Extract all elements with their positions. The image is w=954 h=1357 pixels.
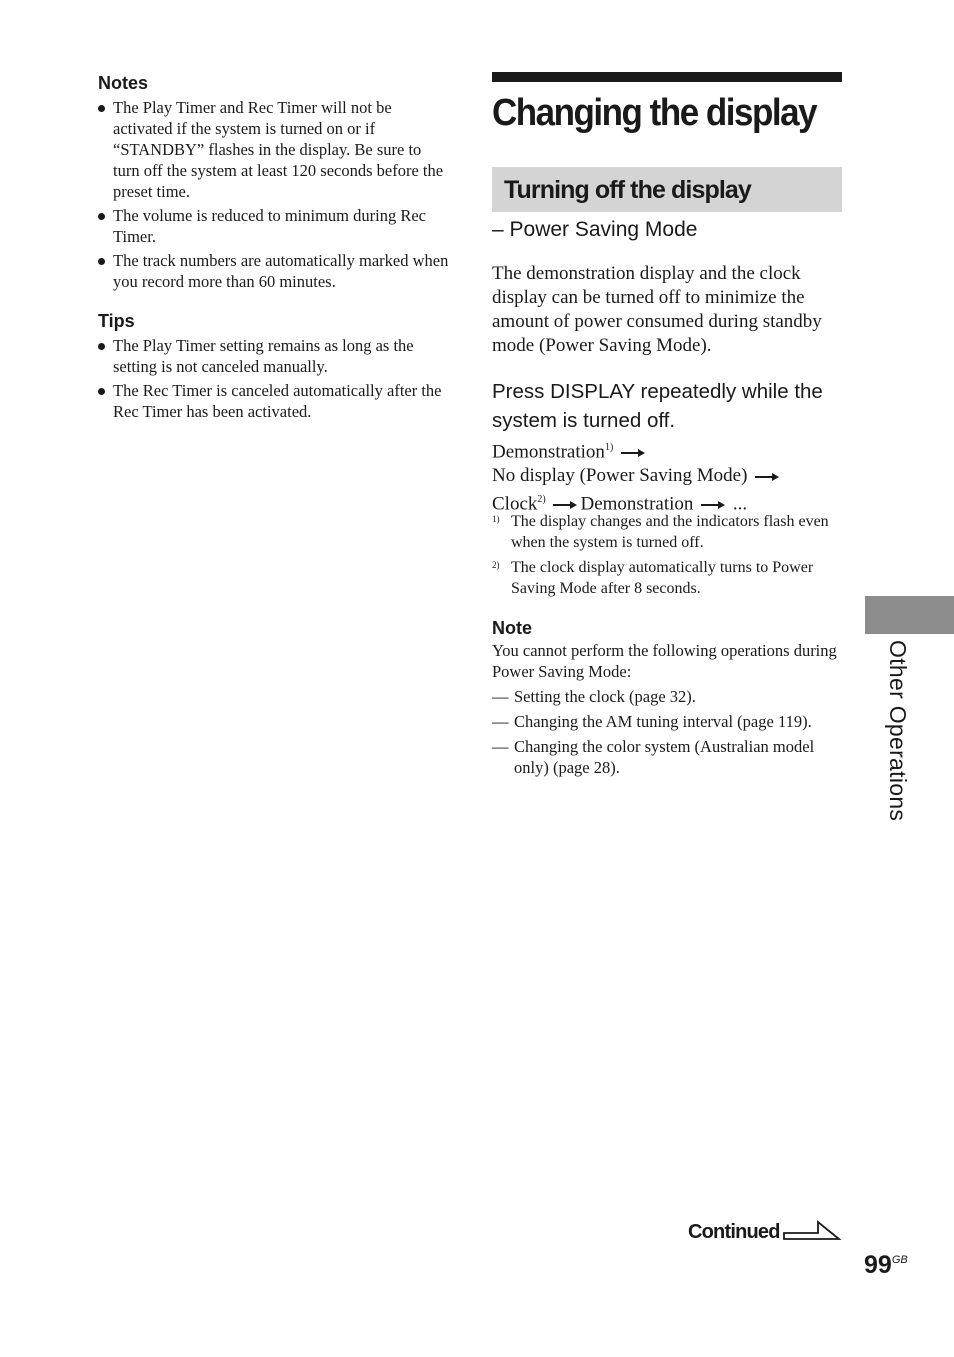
section-heading: Turning off the display <box>504 176 751 204</box>
page-title: Changing the display <box>492 92 817 134</box>
note-intro: You cannot perform the following operations during Power Saving Mode: <box>492 641 837 681</box>
step-instruction: Press DISPLAY repeatedly while the system is turned off. <box>492 380 823 432</box>
footnotes <box>492 511 842 603</box>
bullet-icon <box>98 388 105 395</box>
notes-heading: Notes <box>98 73 149 93</box>
tips-list <box>98 335 450 422</box>
sequence-line-2: No display (Power Saving Mode) <box>492 464 847 488</box>
list-item: — Changing the color system (Australian model only) (page 28). <box>492 737 815 777</box>
side-tab-block <box>865 596 954 634</box>
section-subtitle: – Power Saving Mode <box>492 218 698 241</box>
bullet-icon <box>98 105 105 112</box>
continued-marker <box>688 1218 848 1246</box>
intro-paragraph: The demonstration display and the clock display can be turned off to minimize the amount of power consumed during standby mode (Power Saving Mode). <box>492 263 822 356</box>
sequence-line-1: Demonstration$^{1)}$ <box>492 436 847 464</box>
bullet-icon <box>98 258 105 265</box>
continued-label: Continued <box>688 1221 780 1243</box>
arrow-right-icon <box>552 500 578 510</box>
list-item: The track numbers are automatically marked when you record more than 60 minutes. <box>98 250 450 292</box>
title-rule <box>492 72 842 82</box>
list-item: — Setting the clock (page 32). <box>492 687 696 706</box>
bullet-icon <box>98 343 105 350</box>
page-number: $99^{GB}$ <box>864 1251 908 1279</box>
footnote-item: 1) The display changes and the indicators flash even when the system is turned off. <box>492 513 829 551</box>
list-item: The volume is reduced to minimum during Rec Timer. <box>98 205 450 247</box>
note-heading: Note <box>492 618 532 638</box>
sequence-line-3: Clock$^{2)}$ Demonstration ... <box>492 493 748 515</box>
notes-list <box>98 97 450 292</box>
bullet-icon <box>98 213 105 220</box>
side-tab-label: Other Operations <box>885 640 911 822</box>
left-column <box>98 72 450 425</box>
note-list <box>492 686 837 778</box>
list-item: The Play Timer and Rec Timer will not be activated if the system is turned on or if “STANDBY” flashes in the display. Be sure to turn off the system at least 120 seconds before the preset time. <box>98 97 450 202</box>
tips-heading: Tips <box>98 311 135 331</box>
note-block <box>492 617 837 782</box>
continued-arrow-icon <box>782 1220 842 1242</box>
list-item: The Rec Timer is canceled automatically after the Rec Timer has been activated. <box>98 380 450 422</box>
section-heading-bar <box>492 167 842 212</box>
footnote-item: 2) The clock display automatically turns to Power Saving Mode after 8 seconds. <box>492 559 814 597</box>
display-sequence <box>492 436 847 517</box>
arrow-right-icon <box>754 472 780 482</box>
list-item: The Play Timer setting remains as long as the setting is not canceled manually. <box>98 335 450 377</box>
arrow-right-icon <box>700 500 726 510</box>
list-item: — Changing the AM tuning interval (page 119). <box>492 712 812 731</box>
arrow-right-icon <box>620 448 646 458</box>
